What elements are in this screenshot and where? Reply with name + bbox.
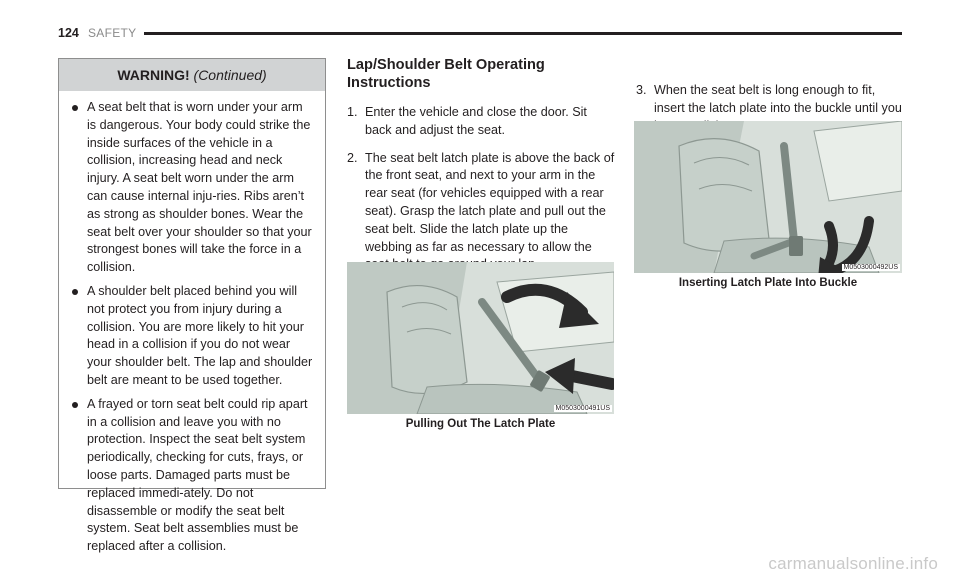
step-number: 3.: [636, 83, 647, 97]
warning-item-text: A seat belt that is worn under your arm is dangerous. Your body could strike the inside surfaces of the vehicle in a collision, increasing head and neck injury. A seat belt worn under the arm can cause internal inju-ries. Ribs aren’t as strong as shoulder bones. Wear the seat belt over your shoulder so that your strongest bones will take the force in a collision.: [87, 100, 312, 275]
figure-caption: Inserting Latch Plate Into Buckle: [678, 277, 858, 289]
step-number: 2.: [347, 150, 358, 165]
step-text: The seat belt latch plate is above the back of the front seat, and next to your arm in the rear seat (for vehicles equipped with a rear seat). Grasp the latch plate and pull out the seat belt. Slide the latch plate up the webbing as far as necessary to allow the: [365, 150, 615, 254]
figure-code: M0503000491US: [555, 405, 610, 412]
warning-item: [75, 283, 315, 390]
header-rule: [144, 32, 902, 35]
step-1: [347, 104, 615, 140]
section-heading: Lap/Shoulder Belt Operating Instructions: [347, 57, 545, 91]
warning-box: [58, 58, 326, 554]
warning-item-text: A shoulder belt placed behind you will not protect you from injury during a collision. You are more likely to hit your head in a collision if you do not wear your shoulder belt. The lap and shoulder belt are meant to be used together.: [87, 283, 313, 387]
seat-illustration-2: [634, 121, 902, 273]
step-number: 1.: [347, 105, 358, 119]
figure-code: M0503000492US: [843, 264, 898, 271]
step-text: Enter the vehicle and close the door. Sit back and adjust the seat.: [365, 105, 587, 137]
bullet-icon: [72, 105, 78, 111]
warning-item: [75, 99, 315, 277]
warning-title-continued: (Continued): [193, 67, 267, 83]
bullet-icon: [72, 289, 78, 295]
figure-pulling-latch-plate: [347, 262, 614, 414]
step-2: [347, 150, 615, 275]
warning-item-text: A frayed or torn seat belt could rip apart in a collision and leave you with no protection. Inspect the seat belt system periodically, checking for cuts, frays, or loose parts. Damaged parts must be replaced immedi-ately. Do not disassemble or modify the seat belt system. Seat belt assemblies must be replaced after a collision.: [87, 396, 308, 554]
warning-title: [59, 59, 325, 91]
watermark: carmanualsonline.info: [768, 554, 938, 573]
step-text: When the seat belt is long enough to fit, insert the latch plate into the buckle until you: [654, 83, 902, 115]
page-header: [58, 26, 902, 42]
warning-item: [75, 396, 315, 556]
warning-list: [59, 91, 325, 556]
warning-title-main: WARNING!: [117, 67, 190, 83]
page-number: 124: [58, 26, 79, 40]
figure-inserting-latch-plate: [634, 121, 902, 273]
seat-illustration-1: [347, 262, 614, 414]
instructions-column: [347, 56, 615, 284]
section-title: SAFETY: [88, 26, 137, 40]
figure-caption: Pulling Out The Latch Plate: [405, 418, 556, 430]
bullet-icon: [72, 402, 78, 408]
